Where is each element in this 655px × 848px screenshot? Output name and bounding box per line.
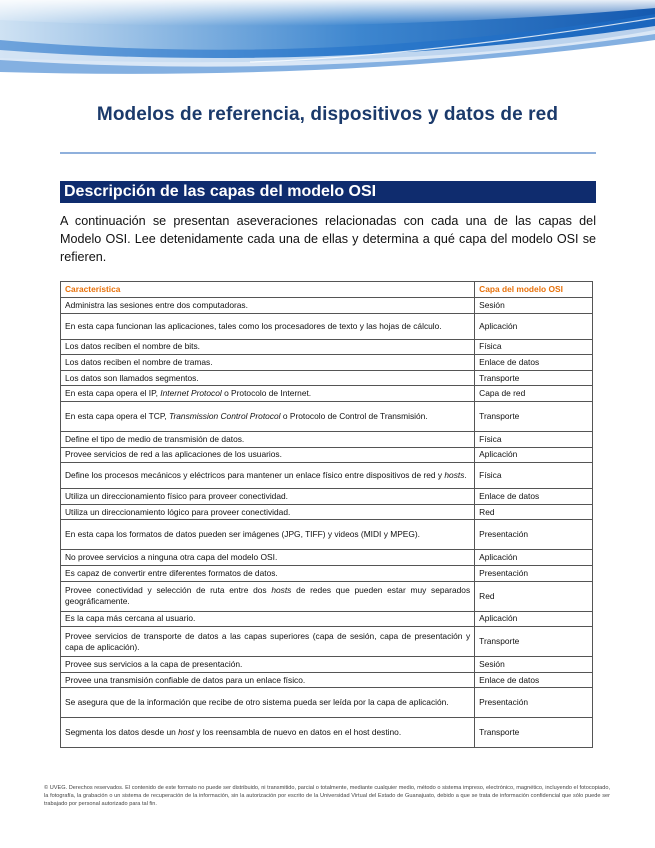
table-row	[61, 463, 593, 489]
layer-cell: Sesión	[475, 657, 593, 673]
layer-cell: Transporte	[475, 401, 593, 431]
characteristic-cell: En esta capa los formatos de datos pueden ser imágenes (JPG, TIFF) y videos (MIDI y MPEG).	[61, 520, 475, 550]
layer-cell: Enlace de datos	[475, 672, 593, 688]
table-row	[61, 504, 593, 520]
layer-cell: Aplicación	[475, 447, 593, 463]
characteristic-cell: Segmenta los datos desde un host y los reensambla de nuevo en datos en el host destino.	[61, 718, 475, 748]
title-divider	[60, 152, 596, 154]
table-row	[61, 339, 593, 355]
table-row	[61, 447, 593, 463]
layer-cell: Física	[475, 339, 593, 355]
layer-cell: Física	[475, 431, 593, 447]
characteristic-cell: Provee una transmisión confiable de datos para un enlace físico.	[61, 672, 475, 688]
table-row	[61, 565, 593, 581]
characteristic-cell: Los datos reciben el nombre de tramas.	[61, 355, 475, 371]
table-row	[61, 672, 593, 688]
characteristic-cell: En esta capa opera el IP, Internet Protocol o Protocolo de Internet.	[61, 386, 475, 402]
characteristic-cell: Los datos son llamados segmentos.	[61, 370, 475, 386]
table-row	[61, 370, 593, 386]
characteristic-cell: Provee servicios de transporte de datos a las capas superiores (capa de sesión, capa de presentación y capa de aplicación).	[61, 627, 475, 657]
layer-cell: Física	[475, 463, 593, 489]
layer-cell: Aplicación	[475, 611, 593, 627]
layer-cell: Transporte	[475, 627, 593, 657]
characteristic-cell: Provee sus servicios a la capa de presentación.	[61, 657, 475, 673]
header-banner	[0, 0, 655, 80]
characteristic-cell: Provee conectividad y selección de ruta entre dos hosts de redes que pueden estar muy separados geográficamente.	[61, 581, 475, 611]
layer-cell: Enlace de datos	[475, 355, 593, 371]
layer-cell: Aplicación	[475, 313, 593, 339]
characteristic-cell: En esta capa opera el TCP, Transmission Control Protocol o Protocolo de Control de Transmisión.	[61, 401, 475, 431]
characteristic-cell: En esta capa funcionan las aplicaciones, tales como los procesadores de texto y las hojas de cálculo.	[61, 313, 475, 339]
characteristic-cell: Se asegura que de la información que recibe de otro sistema pueda ser leída por la capa de aplicación.	[61, 688, 475, 718]
table-header-row	[61, 282, 593, 298]
banner-graphic	[0, 0, 655, 80]
table-row	[61, 611, 593, 627]
characteristic-cell: Utiliza un direccionamiento físico para proveer conectividad.	[61, 489, 475, 505]
table-row	[61, 489, 593, 505]
characteristic-cell: Provee servicios de red a las aplicaciones de los usuarios.	[61, 447, 475, 463]
layer-cell: Enlace de datos	[475, 489, 593, 505]
characteristic-cell: Administra las sesiones entre dos computadoras.	[61, 298, 475, 314]
table-row	[61, 657, 593, 673]
table-row	[61, 718, 593, 748]
table-row	[61, 520, 593, 550]
table-row	[61, 550, 593, 566]
characteristic-cell: Es la capa más cercana al usuario.	[61, 611, 475, 627]
intro-paragraph: A continuación se presentan aseveraciones relacionadas con cada una de las capas del Modelo OSI. Lee detenidamente cada una de ellas y determina a qué capa del modelo OSI se refieren.	[60, 214, 596, 264]
page-title: Modelos de referencia, dispositivos y datos de red	[96, 104, 559, 125]
section-heading: Descripción de las capas del modelo OSI	[60, 181, 596, 203]
characteristic-cell: Los datos reciben el nombre de bits.	[61, 339, 475, 355]
characteristic-cell: Utiliza un direccionamiento lógico para proveer conectividad.	[61, 504, 475, 520]
layer-cell: Aplicación	[475, 550, 593, 566]
characteristic-cell: Define los procesos mecánicos y eléctricos para mantener un enlace físico entre dispositivos de red y hosts.	[61, 463, 475, 489]
characteristic-cell: Define el tipo de medio de transmisión de datos.	[61, 431, 475, 447]
layer-cell: Transporte	[475, 370, 593, 386]
characteristic-cell: No provee servicios a ninguna otra capa del modelo OSI.	[61, 550, 475, 566]
table-row	[61, 581, 593, 611]
layer-cell: Capa de red	[475, 386, 593, 402]
table-row	[61, 431, 593, 447]
table-row	[61, 386, 593, 402]
layer-cell: Red	[475, 504, 593, 520]
layer-cell: Presentación	[475, 565, 593, 581]
copyright-footer: © UVEG. Derechos reservados. El contenido de este formato no puede ser distribuido, ni transmitido, parcial o totalmente, mediante cualquier medio, método o sistema impreso, electrónico, magnético, incluyendo el fotocopiado, la fotografía, la grabación o un sistema de recuperación de la información, sin la autorización por escrito de la Universidad Virtual del Estado de Guanajuato, debido a que se trata de información confidencial que sólo puede ser trabajado por personal autorizado para tal fin.	[44, 785, 610, 808]
column-header-osi-layer: Capa del modelo OSI	[475, 282, 593, 298]
layer-cell: Presentación	[475, 688, 593, 718]
layer-cell: Transporte	[475, 718, 593, 748]
layer-cell: Red	[475, 581, 593, 611]
layer-cell: Sesión	[475, 298, 593, 314]
characteristic-cell: Es capaz de convertir entre diferentes formatos de datos.	[61, 565, 475, 581]
table-row	[61, 313, 593, 339]
table-row	[61, 401, 593, 431]
osi-layers-table	[60, 281, 593, 748]
table-row	[61, 688, 593, 718]
layer-cell: Presentación	[475, 520, 593, 550]
table-row	[61, 355, 593, 371]
column-header-characteristic: Característica	[61, 282, 475, 298]
table-row	[61, 627, 593, 657]
table-row	[61, 298, 593, 314]
